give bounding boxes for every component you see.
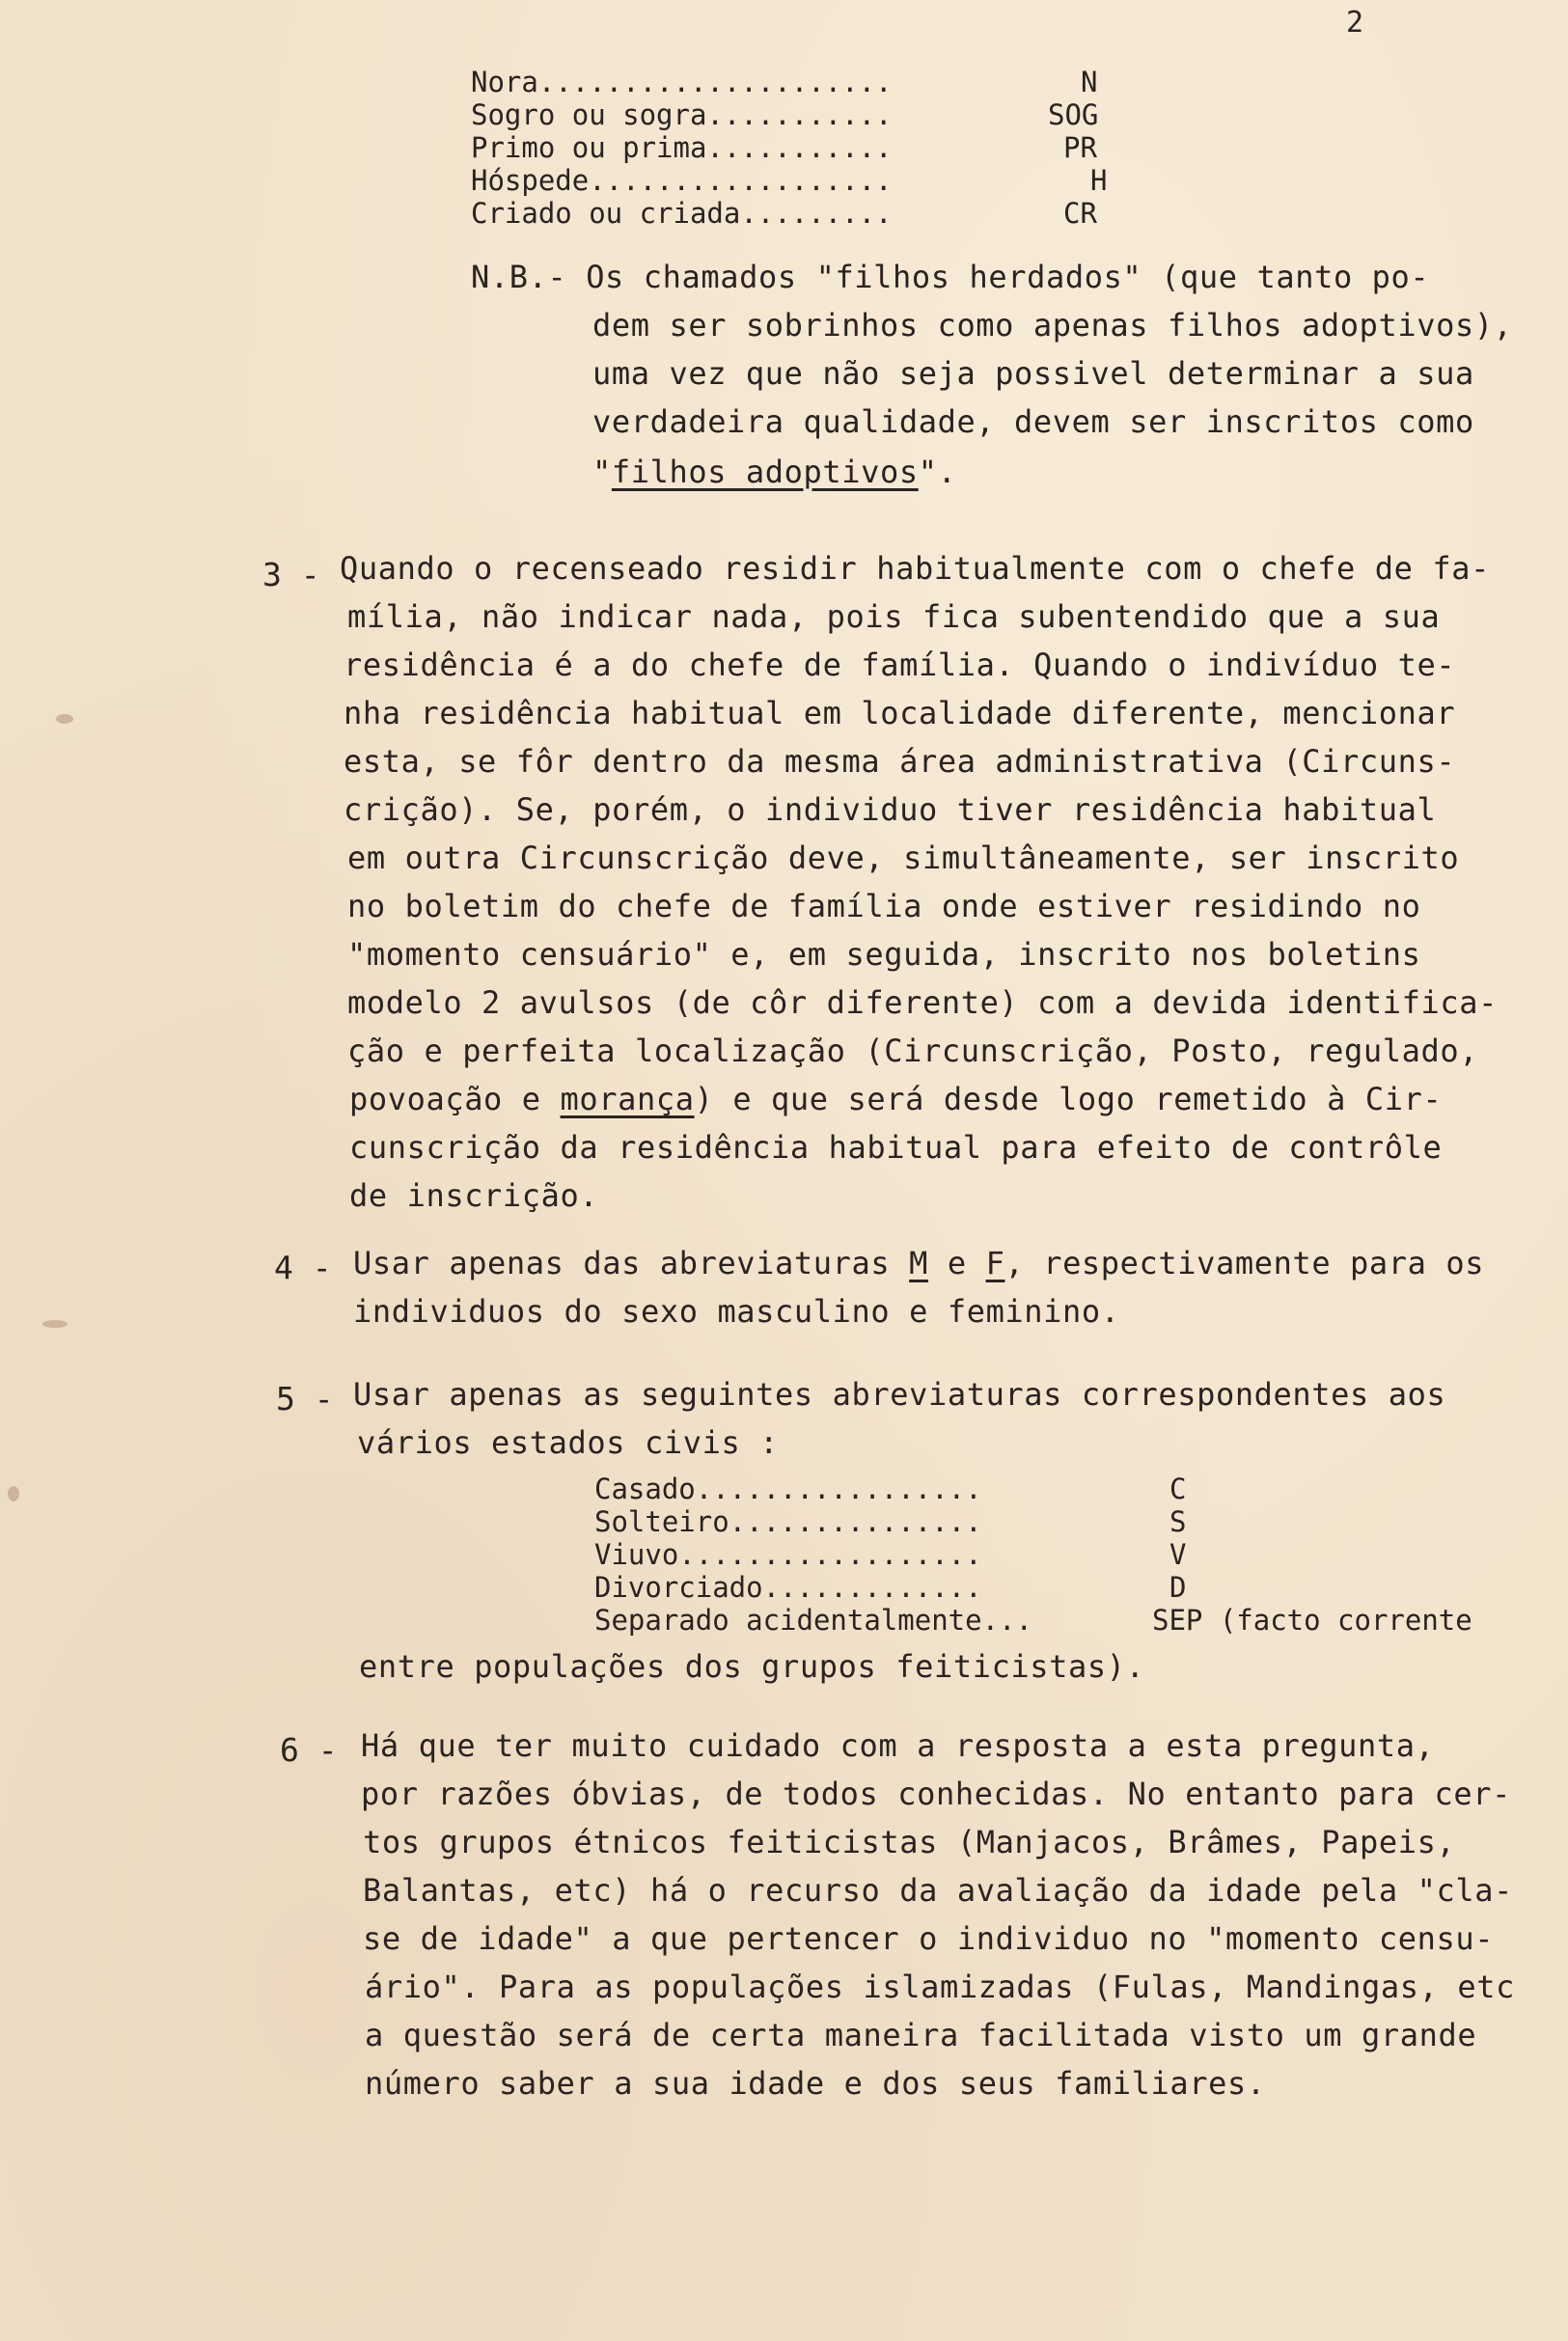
underlined-term: filhos adoptivos: [611, 454, 919, 490]
civil-label: Separado acidentalmente...: [594, 1604, 1032, 1637]
item-line: individuos do sexo masculino e feminino.: [353, 1293, 1120, 1330]
item-line: Usar apenas das abreviaturas M e F, respectivamente para os: [353, 1245, 1485, 1281]
item-line: a questão será de certa maneira facilitada visto um grande: [365, 2017, 1477, 2053]
abbreviation-m: M: [909, 1245, 928, 1281]
item-line: ário". Para as populações islamizadas (Fulas, Mandingas, etc: [365, 1969, 1515, 2005]
nb-line: N.B.- Os chamados "filhos herdados" (que tanto po-: [471, 259, 1430, 295]
item-line: em outra Circunscrição deve, simultâneamente, ser inscrito: [347, 840, 1460, 876]
civil-code: S: [1169, 1505, 1187, 1538]
item-line: ção e perfeita localização (Circunscrição, Posto, regulado,: [347, 1033, 1479, 1069]
item-line: "momento censuário" e, em seguida, inscrito nos boletins: [347, 936, 1421, 973]
item-line: número saber a sua idade e dos seus familiares.: [365, 2065, 1266, 2102]
item-line: entre populações dos grupos feiticistas).: [359, 1648, 1145, 1685]
item-line: Usar apenas as seguintes abreviaturas correspondentes aos: [353, 1376, 1446, 1413]
item-line: no boletim do chefe de família onde estiver residindo no: [347, 888, 1421, 924]
item-line: nha residência habitual em localidade diferente, mencionar: [344, 695, 1456, 731]
item-line: povoação e morança) e que será desde logo remetido à Cir-: [349, 1081, 1443, 1117]
relation-label: Primo ou prima...........: [471, 131, 893, 164]
item-line: por razões óbvias, de todos conhecidas. No entanto para cer-: [361, 1776, 1511, 1812]
item-line: de inscrição.: [349, 1177, 599, 1214]
civil-label: Solteiro...............: [594, 1505, 982, 1538]
item-line: tos grupos étnicos feiticistas (Manjacos, Brâmes, Papeis,: [363, 1824, 1456, 1860]
item-line: mília, não indicar nada, pois fica subentendido que a sua: [347, 598, 1441, 635]
relation-code: H: [1090, 164, 1108, 197]
relation-code: SOG: [1048, 98, 1099, 131]
item-line: Há que ter muito cuidado com a resposta a esta pregunta,: [361, 1727, 1435, 1764]
paper-stain: [42, 1320, 68, 1328]
relation-code: CR: [1063, 197, 1097, 230]
item-number: 4 -: [274, 1249, 332, 1286]
item-line: vários estados civis :: [357, 1424, 780, 1461]
item-number: 5 -: [276, 1380, 334, 1418]
nb-line: dem ser sobrinhos como apenas filhos adoptivos),: [592, 307, 1513, 344]
relation-label: Hóspede..................: [471, 164, 893, 197]
item-line: Balantas, etc) há o recurso da avaliação da idade pela "cla-: [363, 1872, 1513, 1909]
civil-label: Casado.................: [594, 1473, 982, 1505]
civil-label: Divorciado.............: [594, 1571, 982, 1604]
abbreviation-f: F: [985, 1245, 1005, 1281]
civil-code: V: [1169, 1538, 1187, 1571]
page-number: 2: [1346, 6, 1364, 40]
relation-label: Criado ou criada.........: [471, 197, 893, 230]
item-line: Quando o recenseado residir habitualmente com o chefe de fa-: [340, 550, 1490, 587]
item-line: se de idade" a que pertencer o individuo no "momento censu-: [363, 1920, 1495, 1957]
item-number: 3 -: [262, 556, 320, 593]
relation-label: Nora.....................: [471, 66, 893, 98]
item-line: cunscrição da residência habitual para efeito de contrôle: [349, 1129, 1443, 1166]
paper-stain: [8, 1486, 19, 1501]
item-line: esta, se fôr dentro da mesma área administrativa (Circuns-: [344, 743, 1456, 780]
item-line: residência é a do chefe de família. Quando o indivíduo te-: [344, 647, 1456, 683]
relation-label: Sogro ou sogra...........: [471, 98, 893, 131]
nb-line: uma vez que não seja possivel determinar a sua: [592, 355, 1474, 392]
underlined-term: morança: [560, 1081, 695, 1117]
item-line: modelo 2 avulsos (de côr diferente) com a devida identifica-: [347, 984, 1498, 1021]
item-number: 6 -: [280, 1731, 338, 1769]
relation-code: PR: [1063, 131, 1097, 164]
civil-code: C: [1169, 1473, 1187, 1505]
item-line: crição). Se, porém, o individuo tiver residência habitual: [344, 791, 1437, 828]
relation-code: N: [1081, 66, 1098, 98]
nb-line: verdadeira qualidade, devem ser inscritos como: [592, 403, 1474, 440]
civil-code: SEP (facto corrente: [1152, 1604, 1472, 1637]
civil-label: Viuvo..................: [594, 1538, 982, 1571]
nb-line: "filhos adoptivos".: [592, 454, 957, 490]
civil-code: D: [1169, 1571, 1187, 1604]
paper-stain: [56, 714, 73, 724]
